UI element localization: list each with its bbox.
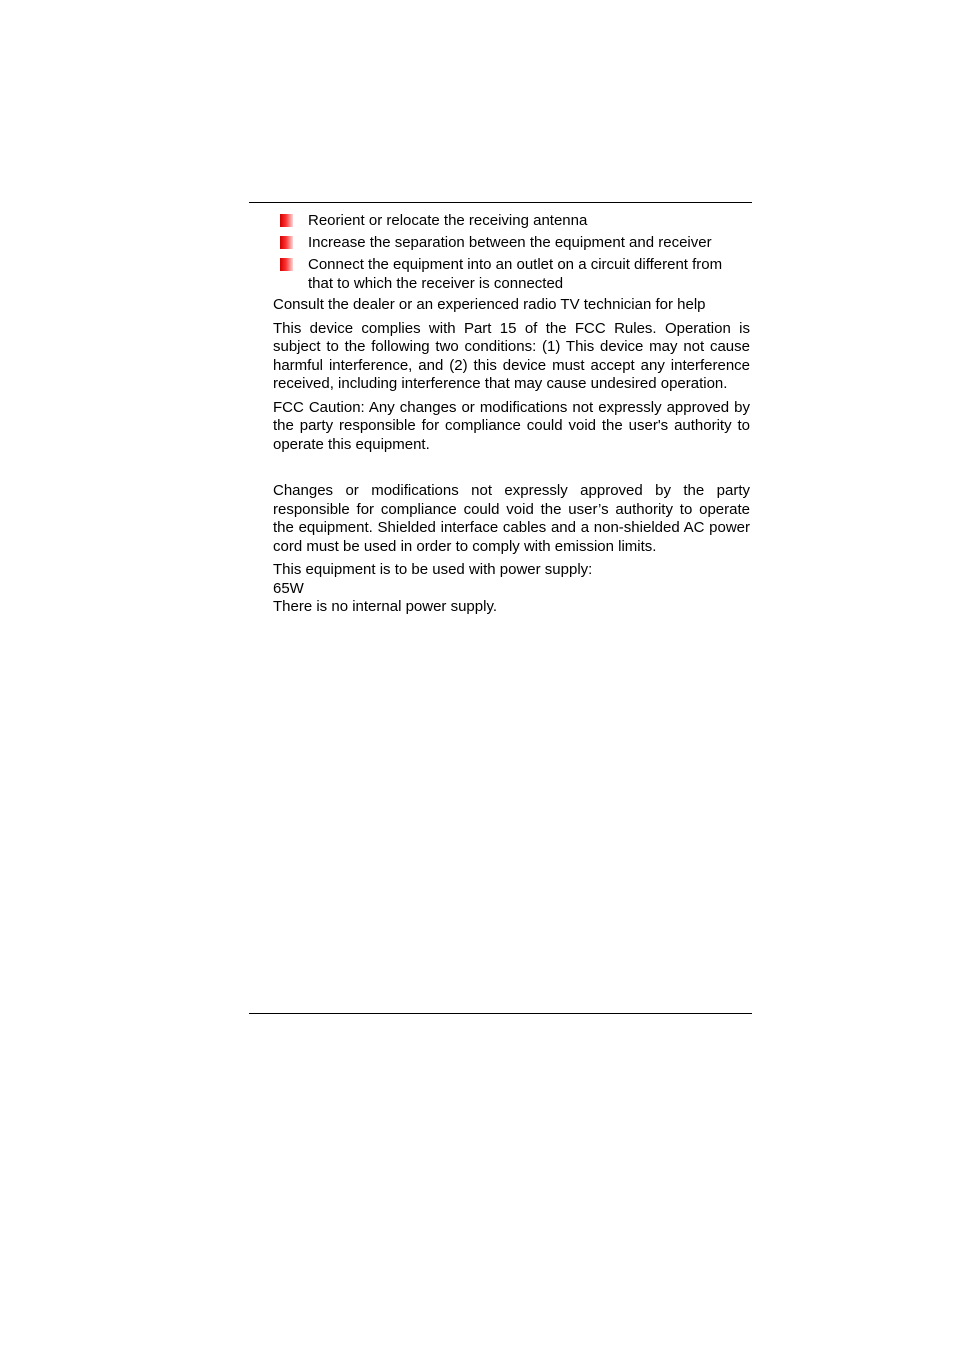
power-supply-paragraph (273, 561, 750, 617)
power-rating: 65W (273, 579, 304, 597)
list-item (273, 212, 750, 231)
fcc-caution-paragraph: FCC Caution: Any changes or modifications not expressly approved by the party responsible for compliance could void the user's authority to operate this equipment. (273, 398, 750, 453)
interference-measures-list (273, 212, 750, 293)
fcc-part15-paragraph: This device complies with Part 15 of the FCC Rules. Operation is subject to the following two conditions: (1) This device may not cause harmful interference, and (2) this device must accept any interference received, including interference that may cause undesired operation. (273, 319, 750, 392)
internal-power-note: There is no internal power supply. (273, 598, 498, 615)
footer-rule (249, 1013, 752, 1014)
document-body (273, 212, 750, 617)
list-item (273, 256, 750, 293)
consult-paragraph: Consult the dealer or an experienced radio TV technician for help (273, 295, 706, 313)
header-rule (249, 202, 752, 203)
changes-notice-paragraph: Changes or modifications not expressly approved by the party responsible for compliance could void the user’s authority to operate the equipment. Shielded interface cables and a non-shielded AC power cord must be used in order to comply with emission limits. (273, 482, 750, 555)
list-item-text: Increase the separation between the equipment and receiver (308, 234, 712, 251)
red-square-bullet-icon (280, 258, 293, 271)
list-item-text: Reorient or relocate the receiving antenna (308, 212, 588, 229)
power-supply-line: This equipment is to be used with power supply: (273, 561, 593, 578)
list-item-text: Connect the equipment into an outlet on a circuit different from that to which the receiver is connected (308, 256, 723, 292)
list-item (273, 234, 750, 253)
red-square-bullet-icon (280, 214, 293, 227)
red-square-bullet-icon (280, 236, 293, 249)
